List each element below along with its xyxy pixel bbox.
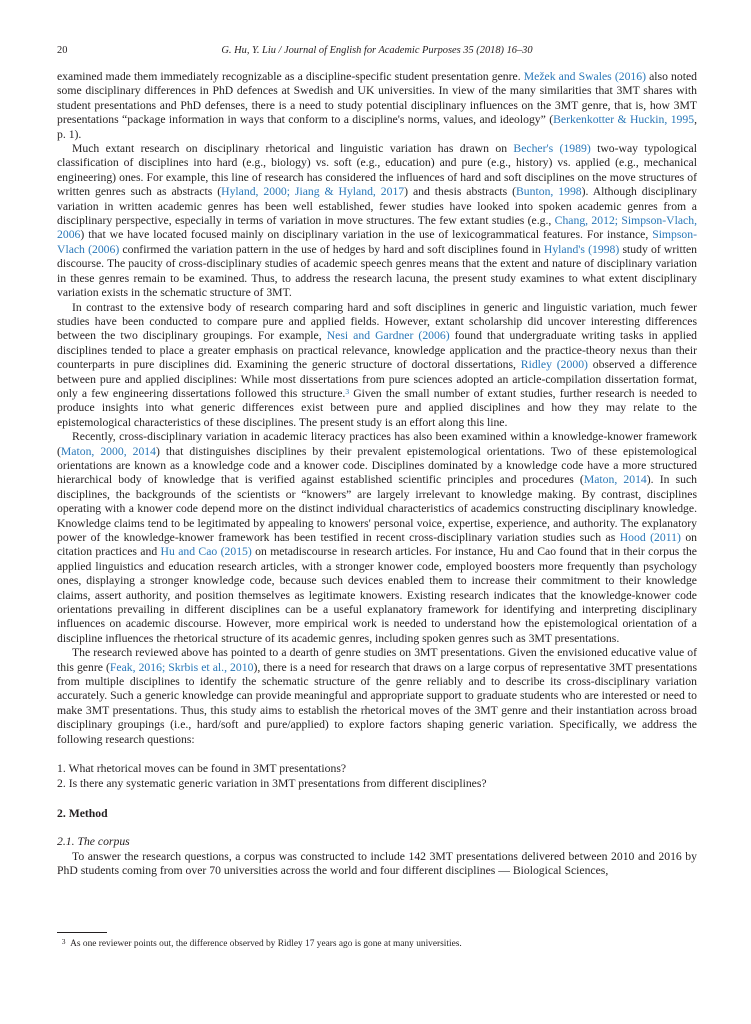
text-run: on citation practices and	[57, 531, 697, 559]
text-run: ), there is a need for research that draws on a large corpus of representative 3MT presentations from multiple disciplines to identify the schematic structure of the genre reliably and to describe its cross-disciplinary variation accurately. Such a generic knowledge can provide meaningful and appropriate support to graduate students who are interested or need to make 3MT presentations. Thus, this study aims to establish the rhetorical moves of the 3MT genre and their instantiation across broad disciplinary groupings (i.e., hard/soft and pure/applied) to explore factors shaping generic variation. Specifically, we address the following research questions:	[57, 660, 698, 746]
citation-link[interactable]: Nesi and Gardner (2006)	[326, 329, 450, 343]
footnote	[57, 938, 697, 950]
text-run: ) that distinguishes disciplines by their prevalent epistemological orientations. Two of these epistemological orientations are known as a knowledge code and a knower code. Disciplines dominated by a knowledge code have a more structured hierarchical body of knowledge that is verified against established scientific principles and procedures (	[57, 444, 698, 487]
citation-link[interactable]: Mežek and Swales (2016)	[523, 70, 646, 83]
running-header	[57, 45, 697, 61]
text-run: Recently, cross-disciplinary variation in academic literacy practices has also been examined within a knowledge-knower framework (	[57, 430, 697, 458]
citation-link[interactable]: Hu and Cao (2015)	[160, 545, 252, 559]
text-run: Much extant research on disciplinary rhetorical and linguistic variation has drawn on	[72, 142, 514, 156]
text-run: study of written discourse. The paucity of cross-disciplinary studies of academic speech genres means that the extent and nature of disciplinary variation in these genres remain to be examined. Thus, to address the research lacuna, the present study examines to what extent disciplinary variation exists in the schematic structure of 3MT.	[57, 242, 697, 300]
citation-link[interactable]: Chang, 2012; Simpson-Vlach, 2006	[57, 214, 697, 242]
footnote-marker-link[interactable]: 3	[345, 386, 350, 396]
text-run: Given the small number of extant studies, further research is needed to produce insights into what generic differences exist between pure and applied disciplines and how they may relate to the epistemological characteristics of these disciplines. The present study is an effort along this line.	[57, 386, 697, 429]
citation-link[interactable]: Ridley (2000)	[520, 358, 588, 372]
citation-link[interactable]: Bunton, 1998	[516, 185, 582, 199]
running-head-title: G. Hu, Y. Liu / Journal of English for Academic Purposes 35 (2018) 16–30	[221, 45, 533, 56]
list-item: 1. What rhetorical moves can be found in 3MT presentations?	[57, 762, 347, 776]
paragraph	[57, 646, 697, 747]
paragraph	[57, 301, 697, 431]
citation-link[interactable]: Hyland's (1998)	[543, 242, 620, 256]
paragraph: To answer the research questions, a corpus was constructed to include 142 3MT presentations delivered between 2010 and 2016 by PhD students coming from over 70 universities across the world and four different disciplines — Biological Sciences,	[57, 849, 697, 878]
footnote-text: As one reviewer points out, the difference observed by Ridley 17 years ago is gone at many universities.	[70, 939, 462, 949]
list-item: 2. Is there any systematic generic variation in 3MT presentations from different disciplines?	[57, 776, 487, 790]
text-run: ) that we have located focused mainly on disciplinary variation in the use of lexicogrammatical features. For instance,	[80, 228, 653, 242]
citation-link[interactable]: Simpson-Vlach (2006)	[57, 228, 697, 256]
text-run: observed a difference between pure and applied disciplines: While most dissertations from pure sciences adopted an article-compilation dissertation format, only a few engineering dissertations followed this structure.	[57, 358, 697, 400]
text-run: In contrast to the extensive body of research comparing hard and soft disciplines in generic and linguistic variation, much fewer studies have been conducted to compare pure and applied fields. However, extant scholarship did uncover interesting differences between the two disciplinary groupings. For example,	[57, 300, 697, 343]
text-run: The research reviewed above has pointed to a dearth of genre studies on 3MT presentations. Given the envisioned educative value of this genre (	[57, 646, 697, 674]
article-body	[57, 70, 697, 879]
text-run: , p. 1).	[57, 113, 697, 141]
citation-link[interactable]: Maton, 2014	[583, 473, 647, 487]
page-number: 20	[57, 45, 68, 56]
subsection-heading: 2.1. The corpus	[57, 835, 130, 849]
footnote-divider	[57, 932, 107, 933]
citation-link[interactable]: Hyland, 2000; Jiang & Hyland, 2017	[221, 185, 405, 199]
research-questions-list	[57, 762, 697, 791]
citation-link[interactable]: Hood (2011)	[619, 531, 681, 544]
paragraph	[57, 430, 697, 646]
section-heading: 2. Method	[57, 806, 108, 820]
text-run: also noted some disciplinary differences in PhD defences at Swedish and UK universities. In view of the many similarities that 3MT shares with student presentations and PhD defenses, there is a need to study potential disciplinary influences on the 3MT genre, that is, how 3MT presentations “package information in ways that conform to a discipline's norms, values, and ideology” (	[57, 70, 697, 127]
text-run: ). Although disciplinary variation in written academic genres has been well established, fewer studies have looked into spoken academic genres from a disciplinary perspective, especially in terms of variation in move structures. The few extant studies (e.g.,	[57, 185, 697, 228]
paragraph	[57, 70, 697, 142]
text-run: examined made them immediately recognizable as a discipline-specific student presentation genre.	[57, 70, 524, 83]
citation-link[interactable]: Feak, 2016; Skrbis et al., 2010	[109, 660, 254, 674]
text-run: ). In such disciplines, the backgrounds of the scientists or “knowers” are largely irrelevant to knowledge making. By contrast, disciplines operating with a knower code depend more on the distinct individual characteristics of academics constructing disciplinary knowledge. Knowledge claims tend to be legitimated by appealing to knowers' personal voice, expertise, experience, and authority. The explanatory power of the knowledge-knower framework has been testified in recent cross-disciplinary variation studies such as	[57, 473, 697, 544]
text-run: confirmed the variation pattern in the use of hedges by hard and soft disciplines found in	[119, 242, 544, 256]
text-run: two-way typological classification of disciplines into hard (e.g., biology) vs. soft (e.g., education) and pure (e.g., history) vs. applied (e.g., mechanical engineering) ones. For example, this line of research has considered the influences of hard and soft disciplines on the move structures of written genres such as abstracts (	[57, 142, 697, 199]
footnote-number: 3	[61, 937, 66, 946]
text-run: found that undergraduate writing tasks in applied disciplines tended to place a greater emphasis on practical relevance, knowledge application and the practice-theory nexus than their counterparts in pure disciplines did. Examining the generic structure of doctoral dissertations,	[57, 329, 698, 372]
text-run: on metadiscourse in research articles. For instance, Hu and Cao found that in their corpus the applied linguistics and education research articles, with a stronger knower code, employed boosters more frequently than psychology ones, displaying a stronger knowledge code, because such devices enabled them to increase their commitment to their knowledge claims, assert authority, and position themselves as legitimate knowers. Existing research indicates that the knowledge-knower code orientations prevailing in different disciplines can be a useful explanatory framework for identifying and interpreting disciplinary influences on academic discourse. However, more empirical work is needed to understand how the epistemological orientation of a discipline influences the rhetorical structure of its academic genres, including spoken genres such as 3MT presentations.	[57, 545, 697, 645]
citation-link[interactable]: Maton, 2000, 2014	[60, 444, 156, 458]
citation-link[interactable]: Becher's (1989)	[513, 142, 591, 156]
text-run: ) and thesis abstracts (	[404, 185, 516, 199]
citation-link[interactable]: Berkenkotter & Huckin, 1995	[553, 113, 695, 127]
paragraph	[57, 142, 697, 300]
